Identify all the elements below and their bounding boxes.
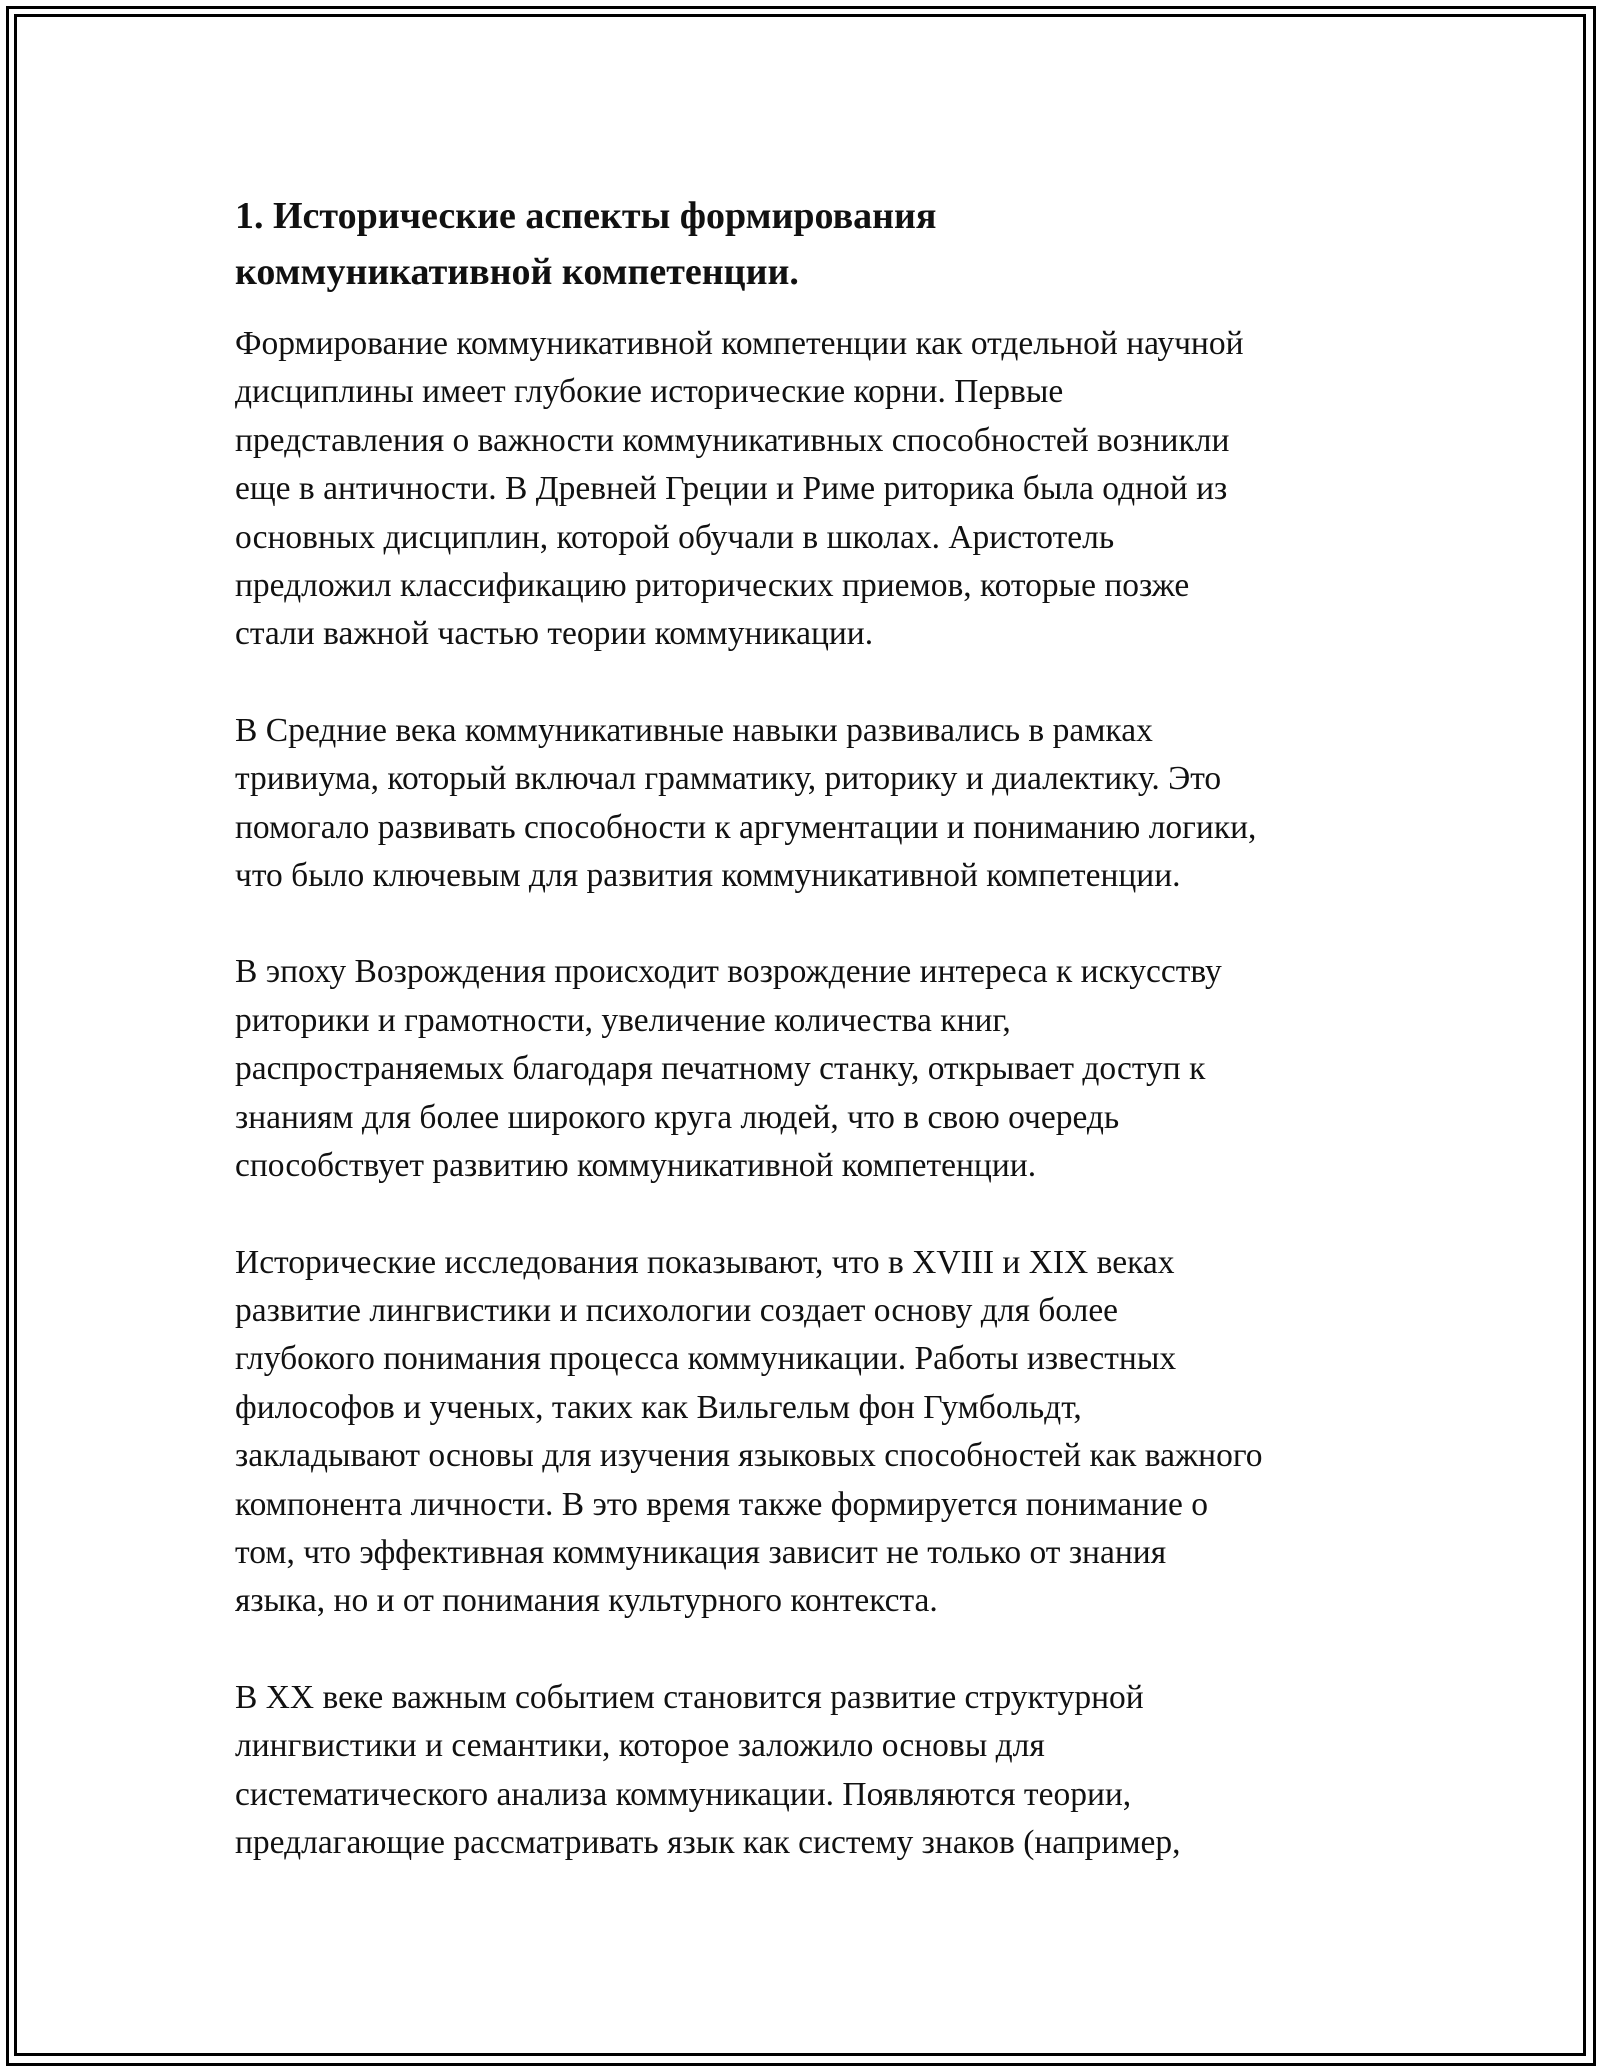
text-line: В эпоху Возрождения происходит возрождение интереса к искусству [235,953,1222,991]
text-line: помогало развивать способности к аргументации и пониманию логики, [235,808,1257,846]
text-line: Исторические исследования показывают, что в XVIII и XIX веках [235,1243,1175,1281]
text-line: языка, но и от понимания культурного контекста. [235,1582,938,1620]
text-line: риторики и грамотности, увеличение количества книг, [235,1001,1011,1039]
text-line: дисциплины имеет глубокие исторические корни. Первые [235,373,1064,411]
text-line: предложил классификацию риторических приемов, которые позже [235,567,1190,605]
text-line: еще в античности. В Древней Греции и Риме риторика была одной из [235,470,1228,508]
text-line: В XX веке важным событием становится развитие структурной [235,1678,1144,1716]
text-line: основных дисциплин, которой обучали в школах. Аристотель [235,518,1115,556]
text-line: лингвистики и семантики, которое заложило основы для [235,1727,1045,1765]
text-line: что было ключевым для развития коммуникативной компетенции. [235,857,1181,895]
text-line: тривиума, который включал грамматику, риторику и диалектику. Это [235,760,1222,798]
text-line: систематического анализа коммуникации. Появляются теории, [235,1775,1132,1813]
text-line: стали важной частью теории коммуникации. [235,615,874,653]
paragraph-18-19-centuries [235,1239,1385,1626]
text-line: компонента личности. В это время также формируется понимание о [235,1485,1208,1523]
text-line: том, что эффективная коммуникация зависит не только от знания [235,1533,1167,1571]
document-body [235,188,1385,1915]
text-line: предлагающие рассматривать язык как систему знаков (например, [235,1823,1181,1861]
text-line: развитие лингвистики и психологии создает основу для более [235,1291,1119,1329]
section-title-line: 1. Исторические аспекты формирования [235,195,937,237]
text-line: В Средние века коммуникативные навыки развивались в рамках [235,711,1153,749]
text-line: философов и ученых, таких как Вильгельм фон Гумбольдт, [235,1388,1082,1426]
section-title [235,188,1385,300]
text-line: способствует развитию коммуникативной компетенции. [235,1147,1037,1185]
text-line: знаниям для более широкого круга людей, что в свою очередь [235,1098,1120,1136]
section-title-line: коммуникативной компетенции. [235,251,799,293]
text-line: представления о важности коммуникативных способностей возникли [235,421,1230,459]
paragraph-renaissance [235,948,1385,1190]
paragraph-middle-ages [235,707,1385,901]
text-line: Формирование коммуникативной компетенции как отдельной научной [235,325,1244,362]
text-line: распространяемых благодаря печатному станку, открывает доступ к [235,1050,1206,1088]
paragraph-antiquity [235,320,1385,659]
paragraph-20th-century [235,1674,1385,1868]
text-line: глубокого понимания процесса коммуникации. Работы известных [235,1340,1177,1378]
text-line: закладывают основы для изучения языковых способностей как важного [235,1437,1263,1475]
